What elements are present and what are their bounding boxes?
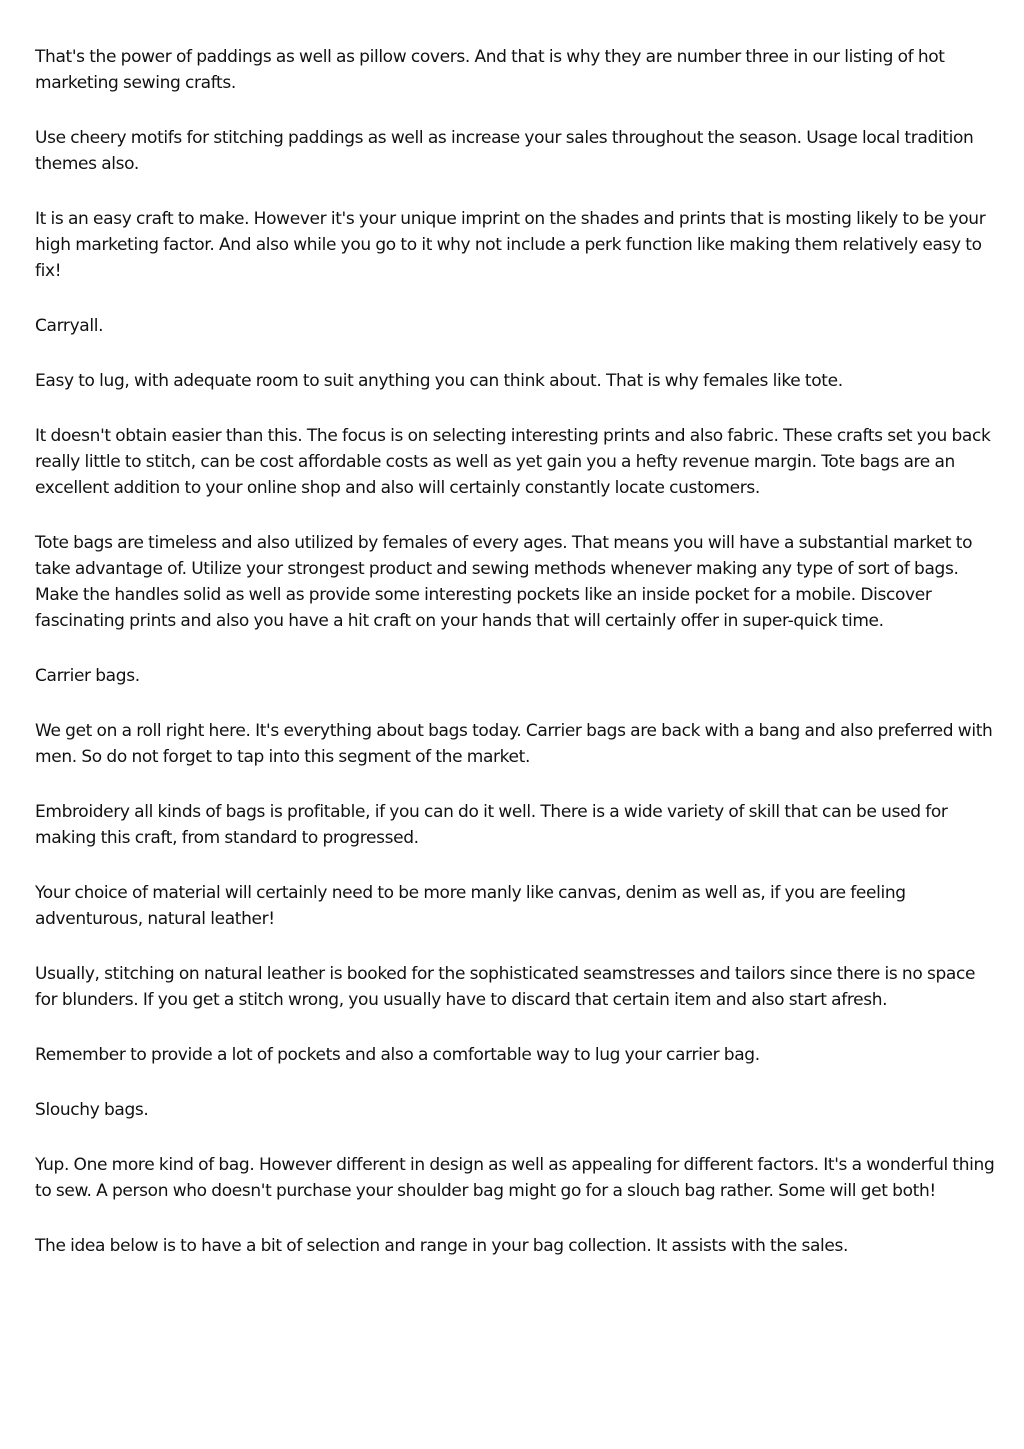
section-heading-carryall: Carryall. — [35, 316, 104, 336]
paragraph-material-choice: Your choice of material will certainly need to be more manly like canvas, denim as well as, if you are feeling adventurous, natural leather! — [35, 883, 906, 929]
paragraph-embroidery: Embroidery all kinds of bags is profitable, if you can do it well. There is a wide variety of skill that can be used for making this craft, from standard to progressed. — [35, 802, 948, 848]
paragraph-easy-to-lug: Easy to lug, with adequate room to suit anything you can think about. That is why females like tote. — [35, 371, 843, 391]
paragraph-natural-leather: Usually, stitching on natural leather is booked for the sophisticated seamstresses and tailors since there is no space for blunders. If you get a stitch wrong, you usually have to discard that certain item and also start afresh. — [35, 964, 976, 1010]
paragraph-cheery-motifs: Use cheery motifs for stitching paddings as well as increase your sales throughout the season. Usage local tradition themes also. — [35, 128, 974, 174]
paragraph-easy-craft: It is an easy craft to make. However it's your unique imprint on the shades and prints that is mosting likely to be your high marketing factor. And also while you go to it why not include a perk function like making them relatively easy to fix! — [35, 209, 986, 281]
paragraph-slouchy-bags: Yup. One more kind of bag. However different in design as well as appealing for different factors. It's a wonderful thing to sew. A person who doesn't purchase your shoulder bag might go for a slouch bag rather. Some will get both! — [35, 1155, 995, 1201]
paragraph-carrier-bags-roll: We get on a roll right here. It's everything about bags today. Carrier bags are back with a bang and also preferred with men. So do not forget to tap into this segment of the market. — [35, 721, 993, 767]
paragraph-tote-bags-easy: It doesn't obtain easier than this. The focus is on selecting interesting prints and also fabric. These crafts set you back really little to stitch, can be cost affordable costs as well as yet gain you a hefty revenue margin. Tote bags are an excellent addition to your online shop and also will certainly constantly locate customers. — [35, 426, 991, 498]
paragraph-pockets: Remember to provide a lot of pockets and also a comfortable way to lug your carrier bag. — [35, 1045, 760, 1065]
section-heading-carrier-bags: Carrier bags. — [35, 666, 140, 686]
document-page — [35, 44, 995, 1288]
paragraph-pillow-covers: That's the power of paddings as well as pillow covers. And that is why they are number three in our listing of hot marketing sewing crafts. — [35, 47, 945, 93]
section-heading-slouchy-bags: Slouchy bags. — [35, 1100, 149, 1120]
paragraph-bag-collection: The idea below is to have a bit of selection and range in your bag collection. It assists with the sales. — [35, 1236, 849, 1256]
paragraph-tote-bags-timeless: Tote bags are timeless and also utilized by females of every ages. That means you will have a substantial market to take advantage of. Utilize your strongest product and sewing methods whenever making any type of sort of bags. Make the handles solid as well as provide some interesting pockets like an inside pocket for a mobile. Discover fascinating prints and also you have a hit craft on your hands that will certainly offer in super-quick time. — [35, 533, 973, 631]
